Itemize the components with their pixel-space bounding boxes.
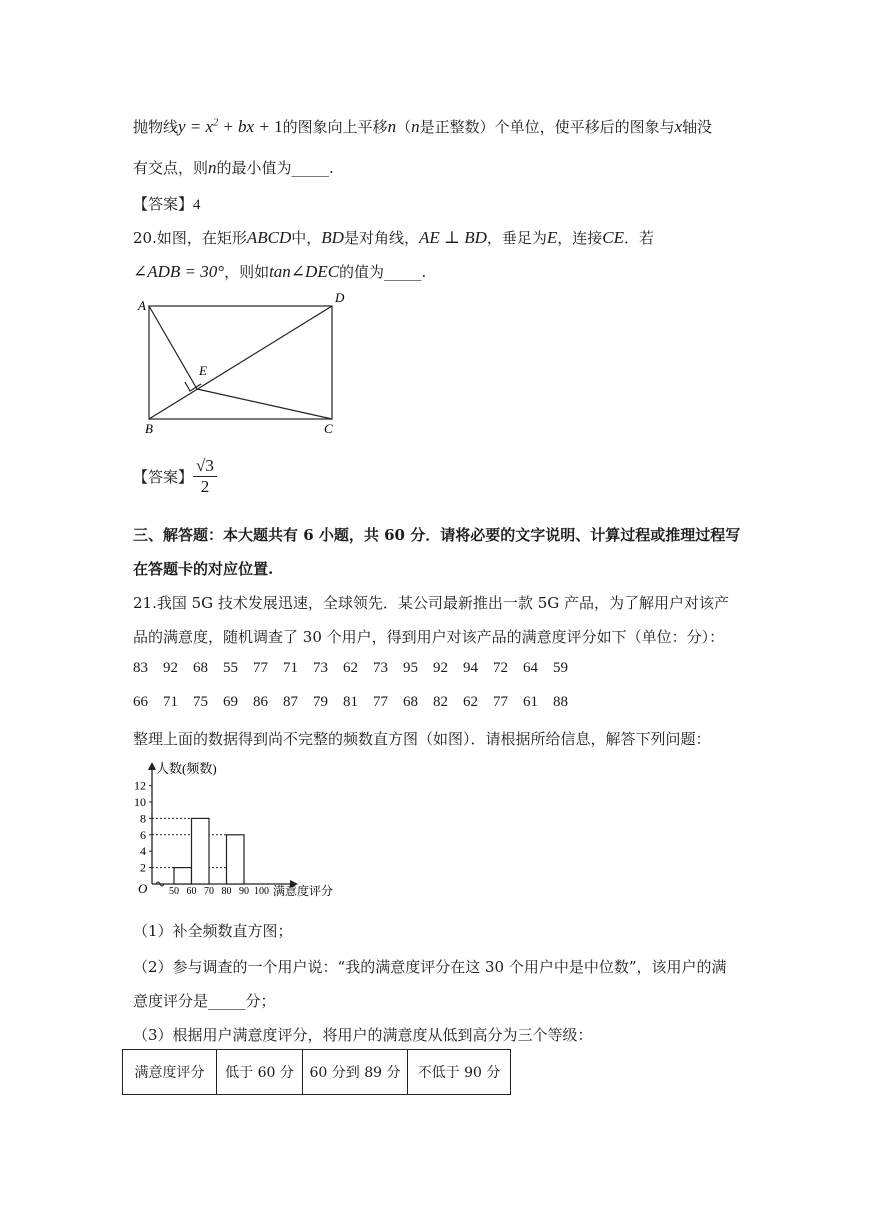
x-tick-label: 50 xyxy=(169,886,179,897)
q20-text: ，垂足为 xyxy=(486,229,547,247)
q20-text: 中， xyxy=(291,229,322,247)
x-tick-label: 90 xyxy=(239,886,249,897)
section3-heading-line1: 三、解答题：本大题共有 6 小题，共 60 分．请将必要的文字说明、计算过程或推理过程写 xyxy=(133,526,741,544)
score-value: 82 xyxy=(433,694,448,710)
q20-answer xyxy=(133,456,217,497)
q21-line2: 品的满意度，随机调查了 30 个用户，得到用户对该产品的满意度评分如下（单位：分）： xyxy=(133,628,725,646)
fraction-numerator: √3 xyxy=(193,456,217,477)
rect-name: ABCD xyxy=(246,228,292,247)
q20-line1 xyxy=(133,227,654,248)
table-cell: 满意度评分 xyxy=(123,1050,217,1095)
histogram-bar xyxy=(192,818,210,884)
tan-expression: tan∠DEC xyxy=(269,262,340,281)
segment-ae xyxy=(149,306,197,389)
score-value: 94 xyxy=(463,660,478,676)
grade-table xyxy=(122,1049,511,1095)
label-d: D xyxy=(335,290,345,305)
y-tick-label: 4 xyxy=(140,844,146,859)
label-b: B xyxy=(145,421,153,436)
angle-condition: ∠ADB = 30° xyxy=(133,262,225,281)
x-tick-label: 70 xyxy=(204,886,214,897)
section3-heading-line2: 在答题卡的对应位置. xyxy=(133,560,274,578)
q21-line1: 21.我国 5G 技术发展迅速，全球领先．某公司最新推出一款 5G 产品，为了解用户对该产 xyxy=(133,594,729,612)
answer-label: 【答案】 xyxy=(133,468,194,486)
score-value: 62 xyxy=(343,660,358,676)
q19-answer xyxy=(133,193,201,214)
q19-text: 的图象向上平移 xyxy=(282,118,388,136)
q20-text: ，则如 xyxy=(224,263,270,281)
score-row-1 xyxy=(133,660,583,677)
y-axis-title: 人数(频数) xyxy=(156,761,217,776)
q19-text: 是正整数）个单位，使平移后的图象与 xyxy=(419,118,675,136)
q19-text: （ xyxy=(396,118,412,136)
score-row-2 xyxy=(133,694,583,711)
x-axis-title: 满意度评分 xyxy=(273,884,334,898)
score-value: 92 xyxy=(163,660,178,676)
var-n: n xyxy=(387,117,397,136)
q21-sub2-line1: （2）参与调查的一个用户说：“我的满意度评分在这 30 个用户中是中位数”，该用户的满 xyxy=(133,958,727,976)
q20-text: ，连接 xyxy=(557,229,603,247)
score-value: 59 xyxy=(553,660,568,676)
table-row xyxy=(123,1050,511,1095)
score-value: 83 xyxy=(133,660,148,676)
score-value: 66 xyxy=(133,694,148,710)
score-value: 71 xyxy=(283,660,298,676)
segment-ce-line xyxy=(197,389,332,419)
q20-text: 是对角线， xyxy=(343,229,419,247)
score-value: 77 xyxy=(253,660,268,676)
foot-e: E xyxy=(546,228,558,247)
score-value: 55 xyxy=(223,660,238,676)
score-value: 68 xyxy=(193,660,208,676)
y-tick-label: 10 xyxy=(134,795,146,809)
q19-line1 xyxy=(133,116,712,137)
score-value: 81 xyxy=(343,694,358,710)
score-value: 61 xyxy=(523,694,538,710)
q19-text: 轴没 xyxy=(682,118,713,136)
fraction-denominator: 2 xyxy=(200,477,210,496)
q19-text: 有交点，则 xyxy=(133,159,209,177)
label-e: E xyxy=(199,363,207,378)
table-cell: 低于 60 分 xyxy=(217,1050,303,1095)
q20-text: 的值为_____. xyxy=(339,263,427,281)
var-x: x xyxy=(674,117,683,136)
q21-sub3: （3）根据用户满意度评分，将用户的满意度从低到高分为三个等级： xyxy=(133,1026,593,1044)
score-value: 72 xyxy=(493,660,508,676)
y-tick-label: 2 xyxy=(140,860,146,875)
histogram-bar xyxy=(227,835,245,884)
q19-text: 抛物线 xyxy=(133,118,179,136)
score-value: 86 xyxy=(253,694,268,710)
table-cell: 不低于 90 分 xyxy=(408,1050,511,1095)
q20-text: ．若 xyxy=(624,229,655,247)
diagonal-bd-line xyxy=(149,306,332,419)
label-a: A xyxy=(138,298,146,313)
x-tick-label: 60 xyxy=(186,886,197,897)
perp-condition: AE ⊥ BD xyxy=(418,228,487,247)
var-n: n xyxy=(208,158,217,177)
score-value: 73 xyxy=(373,660,388,676)
answer-label: 【答案】 xyxy=(133,195,194,213)
origin-label: O xyxy=(138,881,148,896)
histogram-bar xyxy=(174,868,192,884)
score-value: 69 xyxy=(223,694,238,710)
y-tick-label: 6 xyxy=(140,827,146,842)
score-value: 77 xyxy=(373,694,388,710)
label-c: C xyxy=(324,421,333,436)
score-value: 64 xyxy=(523,660,538,676)
frequency-histogram xyxy=(128,760,378,900)
score-value: 92 xyxy=(433,660,448,676)
parabola-formula: $y = x^2$ + bx + 1 xyxy=(178,117,283,136)
table-cell: 60 分到 89 分 xyxy=(303,1050,408,1095)
score-value: 95 xyxy=(403,660,418,676)
q19-text: 的最小值为_____. xyxy=(216,159,334,177)
q21-sub2-line2: 意度评分是_____分； xyxy=(133,992,276,1010)
answer-fraction xyxy=(193,456,217,497)
score-value: 68 xyxy=(403,694,418,710)
score-value: 79 xyxy=(313,694,328,710)
x-tick-label: 100 xyxy=(254,886,269,897)
q21-sub1: （1）补全频数直方图； xyxy=(133,922,293,940)
segment-ce: CE xyxy=(602,228,625,247)
q20-line2 xyxy=(133,261,426,282)
q20-text: 20.如图，在矩形 xyxy=(133,229,247,247)
q19-line2 xyxy=(133,157,334,178)
var-n: n xyxy=(411,117,420,136)
score-value: 87 xyxy=(283,694,298,710)
answer-value: 4 xyxy=(193,197,201,213)
y-tick-label: 8 xyxy=(140,811,146,826)
y-tick-label: 12 xyxy=(134,778,146,793)
score-value: 77 xyxy=(493,694,508,710)
rectangle-figure xyxy=(130,285,360,445)
score-value: 62 xyxy=(463,694,478,710)
score-value: 88 xyxy=(553,694,568,710)
y-axis-arrow xyxy=(148,762,156,770)
score-value: 75 xyxy=(193,694,208,710)
q21-instruction: 整理上面的数据得到尚不完整的频数直方图（如图）．请根据所给信息，解答下列问题： xyxy=(133,730,711,748)
score-value: 73 xyxy=(313,660,328,676)
x-tick-label: 80 xyxy=(221,886,232,897)
score-value: 71 xyxy=(163,694,178,710)
diagonal-bd: BD xyxy=(321,228,344,247)
